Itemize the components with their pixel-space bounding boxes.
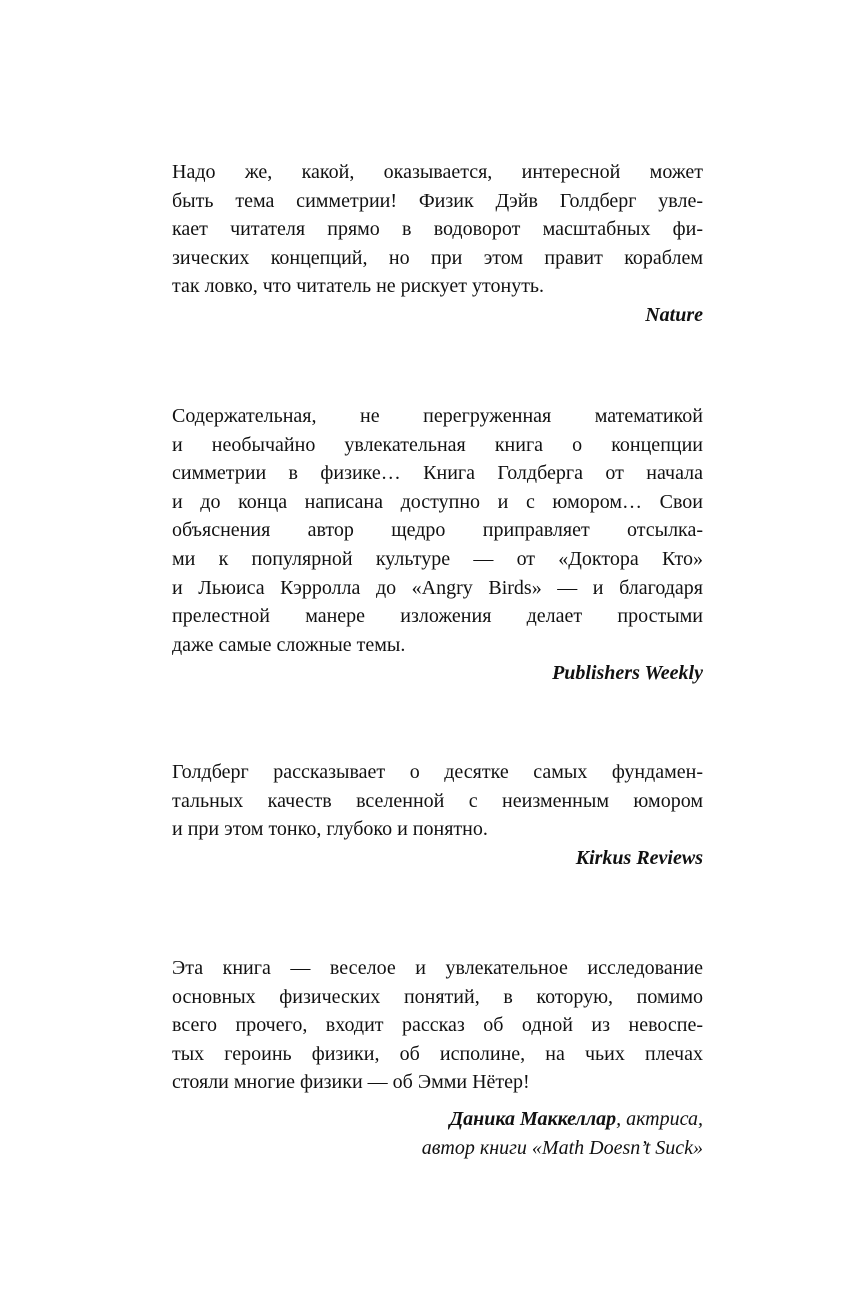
review-nature	[172, 158, 703, 330]
source-name: Даника Маккеллар	[449, 1107, 617, 1130]
review-source	[172, 844, 703, 873]
review-source-line2: автор книги «Math Doesn’t Suck»	[421, 1136, 703, 1159]
source-name: Publishers Weekly	[552, 662, 703, 685]
review-line: основных физических понятий, в которую, помимо	[172, 985, 703, 1008]
source-name: Kirkus Reviews	[575, 846, 703, 869]
review-publishers-weekly	[172, 402, 703, 688]
review-line: Голдберг рассказывает о десятке самых фундамен-	[172, 761, 703, 783]
review-line: быть тема симметрии! Физик Дэйв Голдберг увле-	[172, 189, 703, 212]
source-role: , актриса,	[616, 1107, 703, 1130]
review-line: симметрии в физике… Книга Голдберга от начала	[172, 462, 703, 485]
review-source	[172, 659, 703, 688]
review-line: и до конца написана доступно и с юмором… Свои	[172, 490, 703, 513]
review-line: всего прочего, входит рассказ об одной из невоспе-	[172, 1014, 703, 1037]
review-mckellar	[172, 954, 703, 1162]
review-line: ми к популярной культуре — от «Доктора Кто»	[172, 547, 703, 570]
review-line: даже самые сложные темы.	[172, 633, 406, 656]
review-line: Надо же, какой, оказывается, интересной может	[172, 161, 703, 183]
review-line: прелестной манере изложения делает простыми	[172, 605, 703, 628]
review-line: стояли многие физики — об Эмми Нётер!	[172, 1071, 530, 1094]
review-line: тых героинь физики, об исполине, на чьих плечах	[172, 1042, 703, 1065]
review-kirkus	[172, 758, 703, 872]
review-line: Эта книга — веселое и увлекательное исследование	[172, 957, 703, 979]
review-line: Содержательная, не перегруженная математикой	[172, 405, 703, 427]
review-line: и Льюиса Кэрролла до «Angry Birds» — и благодаря	[172, 576, 703, 599]
review-line: кает читателя прямо в водоворот масштабных фи-	[172, 218, 703, 241]
review-source	[172, 301, 703, 330]
source-name: Nature	[645, 303, 703, 326]
review-source	[172, 1105, 703, 1134]
review-line: объяснения автор щедро приправляет отсылка-	[172, 519, 703, 542]
review-line: так ловко, что читатель не рискует утонуть.	[172, 275, 545, 298]
review-line: и при этом тонко, глубоко и понятно.	[172, 818, 488, 841]
review-line: зических концепций, но при этом правит кораблем	[172, 246, 703, 269]
review-line: тальных качеств вселенной с неизменным юмором	[172, 789, 703, 812]
review-line: и необычайно увлекательная книга о концепции	[172, 433, 703, 456]
